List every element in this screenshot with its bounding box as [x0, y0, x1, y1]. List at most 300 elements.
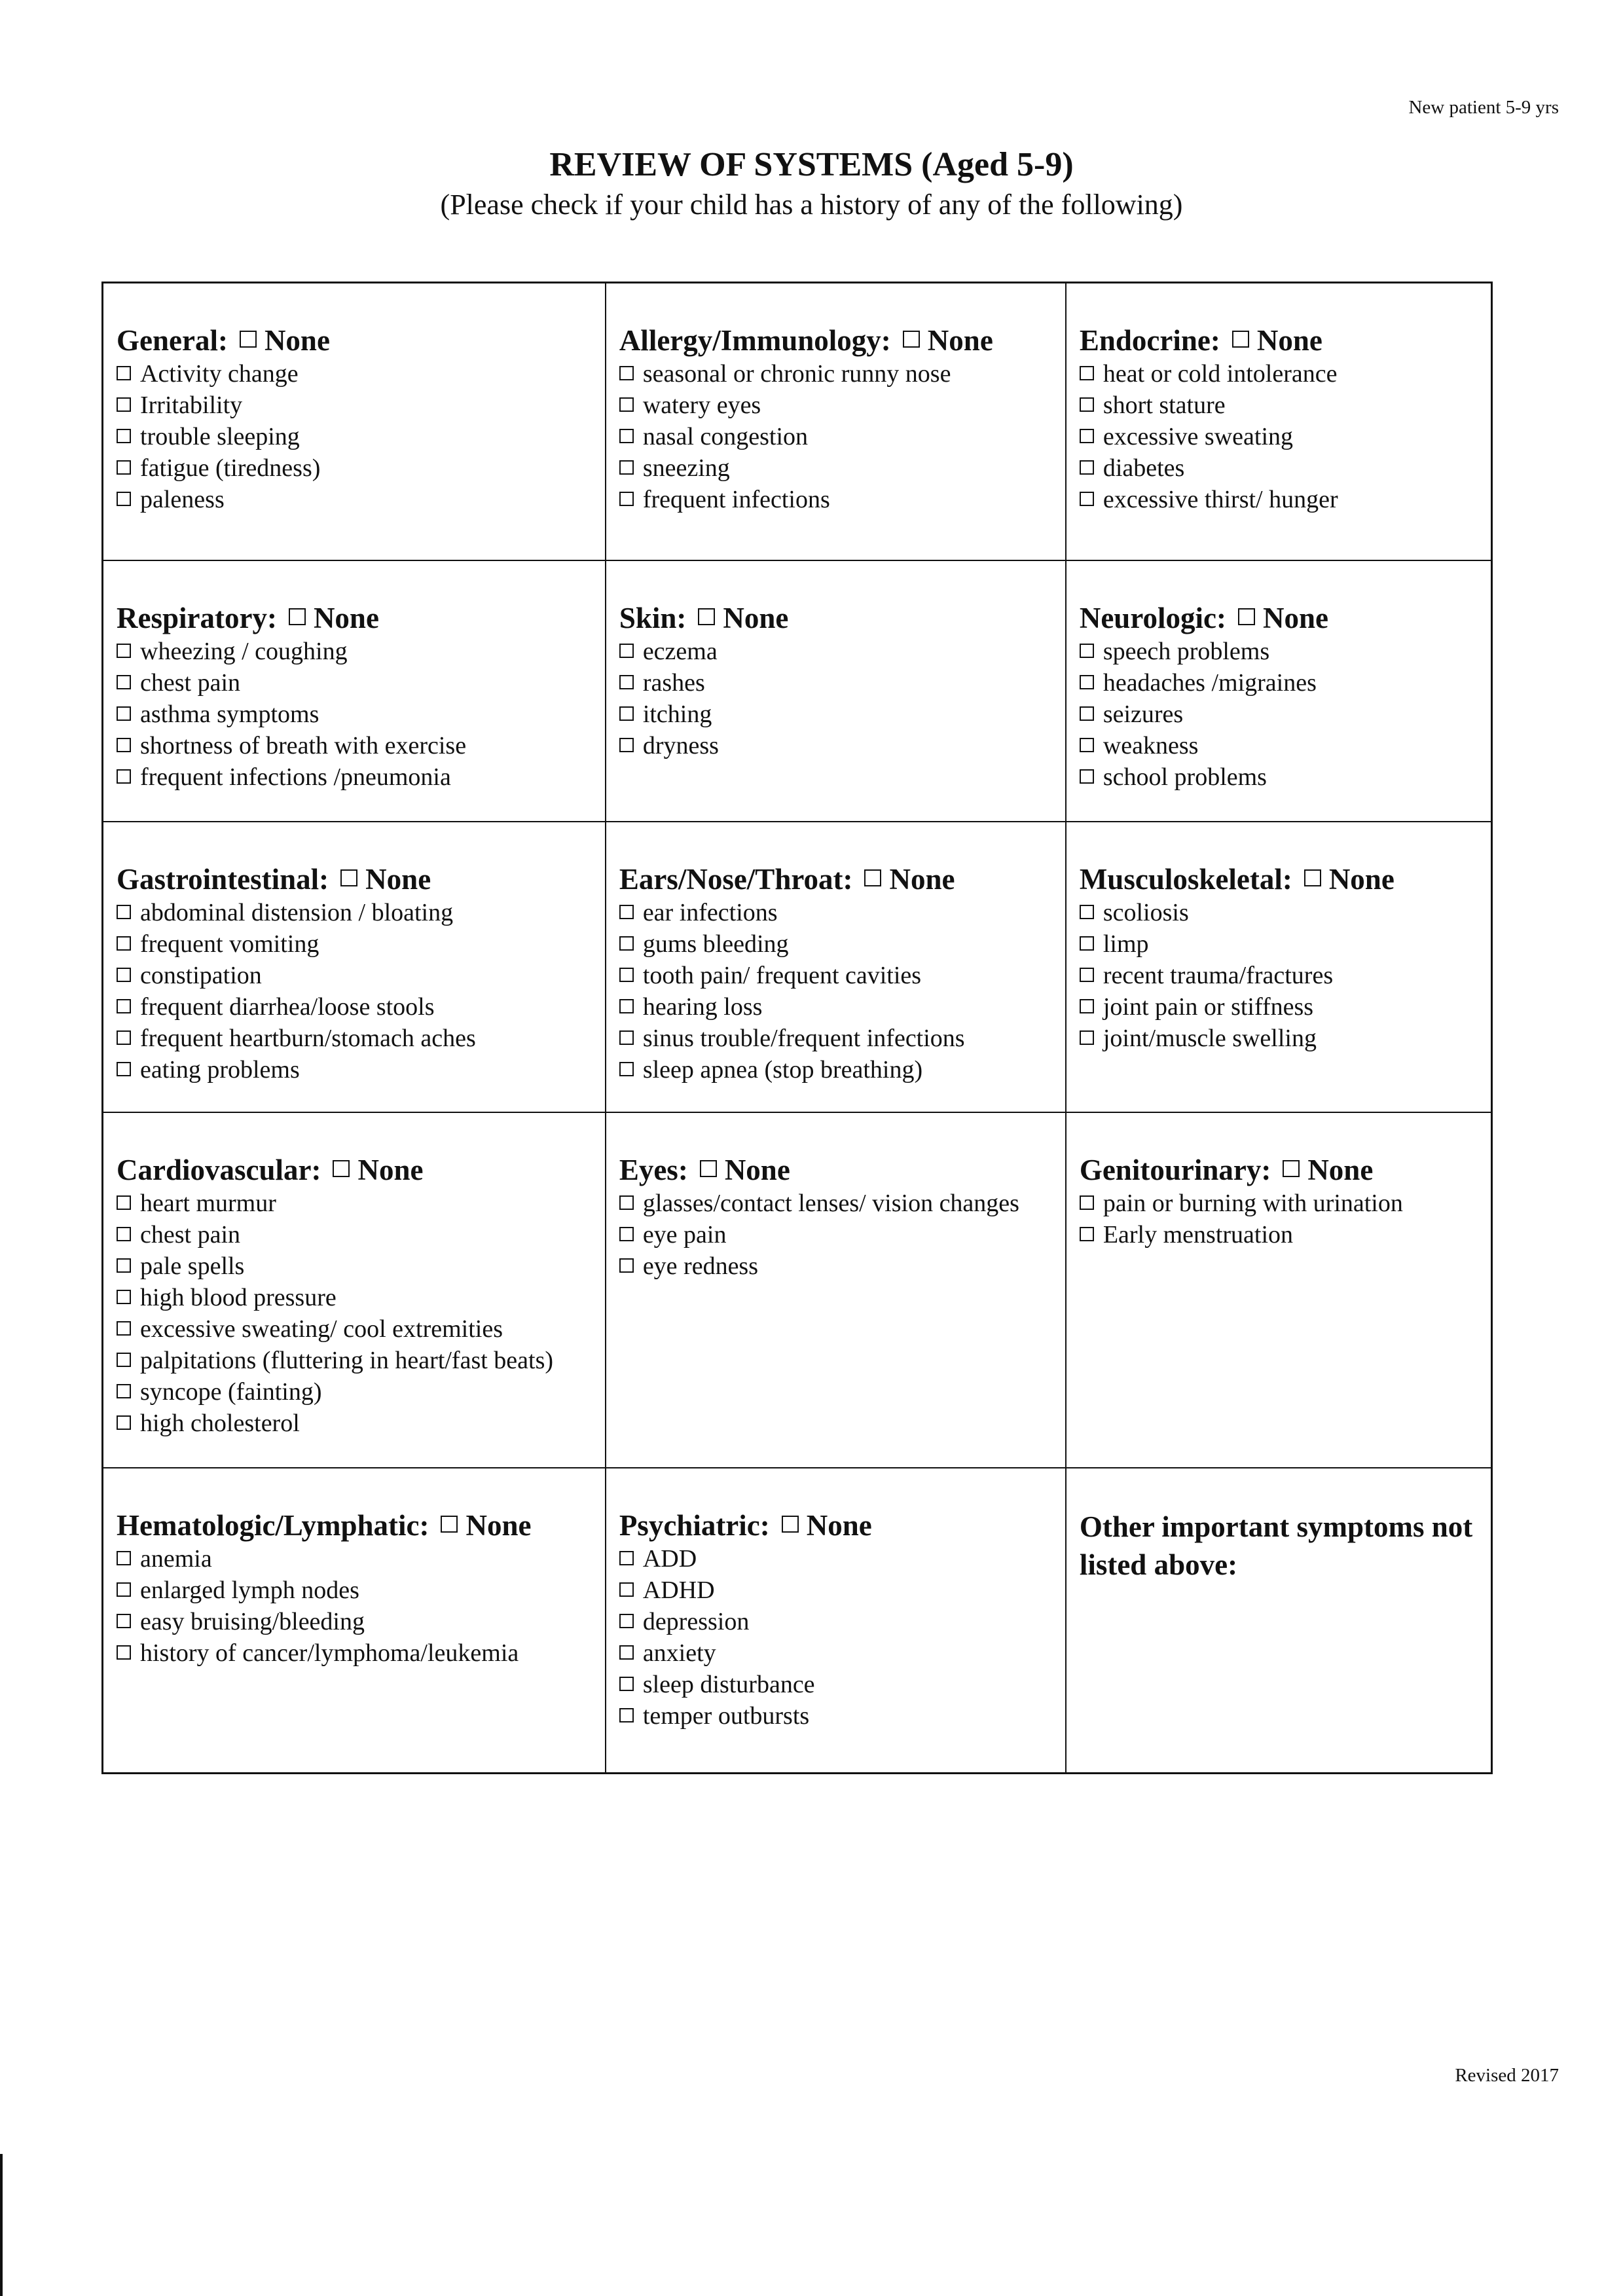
none-label: None [357, 1153, 424, 1186]
section-title: Gastrointestinal: [117, 862, 329, 896]
symptom-checkbox[interactable] [117, 738, 131, 752]
none-option[interactable] [700, 1154, 790, 1186]
symptom-checkbox[interactable] [117, 706, 131, 721]
symptom-checkbox[interactable] [117, 1614, 131, 1628]
symptom-list [619, 897, 1055, 1085]
symptom-label: eye pain [642, 1220, 727, 1248]
symptom-checkbox[interactable] [117, 1384, 131, 1398]
section-title: Genitourinary: [1079, 1153, 1271, 1186]
symptom-label: pain or burning with urination [1103, 1189, 1403, 1217]
symptom-checkbox[interactable] [619, 999, 634, 1013]
symptom-item[interactable] [117, 1575, 594, 1606]
symptom-item[interactable] [619, 928, 1055, 960]
symptom-item[interactable] [1080, 452, 1480, 484]
symptom-list [117, 1188, 594, 1439]
symptom-item[interactable] [619, 991, 1055, 1023]
symptom-checkbox[interactable] [619, 1677, 634, 1691]
symptom-label: palpitations (fluttering in heart/fast beats) [140, 1346, 554, 1374]
symptom-label: watery eyes [642, 392, 761, 419]
none-option[interactable] [1304, 863, 1395, 896]
symptom-item[interactable] [117, 452, 594, 484]
symptom-list [1080, 358, 1480, 515]
section-respiratory [103, 561, 606, 822]
symptom-item[interactable] [117, 897, 594, 928]
symptom-label: dryness [642, 731, 719, 759]
symptom-item[interactable] [619, 636, 1055, 667]
symptom-label: diabetes [1103, 454, 1185, 482]
section-heading [1080, 862, 1480, 897]
symptom-checkbox[interactable] [619, 1195, 634, 1210]
symptom-item[interactable] [1080, 730, 1480, 761]
symptom-label: frequent vomiting [140, 930, 319, 958]
symptom-checkbox[interactable] [1080, 366, 1094, 380]
symptom-checkbox[interactable] [117, 644, 131, 658]
symptom-label: speech problems [1103, 637, 1270, 665]
symptom-label: easy bruising/bleeding [140, 1608, 365, 1636]
symptom-label: short stature [1103, 392, 1226, 419]
symptom-label: joint/muscle swelling [1103, 1024, 1317, 1052]
symptom-list [1080, 636, 1480, 793]
symptom-checkbox[interactable] [619, 492, 634, 506]
symptom-item[interactable] [619, 484, 1055, 515]
section-title: Neurologic: [1079, 601, 1226, 634]
symptom-label: excessive thirst/ hunger [1103, 486, 1338, 513]
symptom-item[interactable] [619, 730, 1055, 761]
symptom-label: syncope (fainting) [140, 1377, 322, 1406]
symptom-item[interactable] [619, 1669, 1055, 1700]
none-option[interactable] [864, 863, 955, 896]
symptom-label: eczema [642, 637, 718, 665]
none-label: None [806, 1509, 872, 1542]
symptom-item[interactable] [117, 484, 594, 515]
symptom-item[interactable] [1080, 636, 1480, 667]
symptom-checkbox[interactable] [1080, 397, 1094, 412]
symptom-checkbox[interactable] [117, 999, 131, 1013]
section-title: Respiratory: [117, 601, 277, 634]
symptom-item[interactable] [1080, 761, 1480, 793]
symptom-checkbox[interactable] [619, 397, 634, 412]
section-neurologic [1067, 561, 1491, 822]
symptom-label: frequent infections /pneumonia [140, 763, 451, 791]
symptom-label: seizures [1103, 700, 1184, 728]
symptom-checkbox[interactable] [1080, 1195, 1094, 1210]
symptom-item[interactable] [619, 1637, 1055, 1669]
symptom-label: Activity change [140, 360, 299, 388]
symptom-label: ear infections [642, 898, 778, 926]
symptom-list [117, 897, 594, 1085]
section-ears-nose-throat [606, 822, 1067, 1113]
symptom-label: joint pain or stiffness [1103, 993, 1314, 1021]
symptom-checkbox[interactable] [619, 460, 634, 475]
symptom-label: depression [642, 1608, 750, 1636]
section-endocrine [1067, 283, 1491, 561]
none-option[interactable] [1232, 324, 1322, 357]
none-option[interactable] [1283, 1154, 1373, 1186]
symptom-checkbox[interactable] [619, 675, 634, 689]
symptom-item[interactable] [619, 699, 1055, 730]
symptom-item[interactable] [1080, 484, 1480, 515]
symptom-checkbox[interactable] [1080, 968, 1094, 982]
symptom-item[interactable] [1080, 991, 1480, 1023]
none-label: None [927, 324, 993, 357]
none-checkbox[interactable] [1232, 331, 1249, 348]
symptom-item[interactable] [117, 636, 594, 667]
symptom-label: eating problems [140, 1055, 300, 1084]
symptom-item[interactable] [117, 667, 594, 699]
symptom-checkbox[interactable] [117, 1321, 131, 1336]
symptom-list [619, 636, 1055, 761]
symptom-item[interactable] [619, 1188, 1055, 1219]
symptom-label: nasal congestion [642, 423, 809, 450]
symptom-checkbox[interactable] [619, 738, 634, 752]
symptom-label: gums bleeding [642, 930, 789, 958]
section-heading [619, 1152, 1055, 1188]
symptom-item[interactable] [117, 1637, 594, 1669]
symptom-label: seasonal or chronic runny nose [642, 360, 951, 388]
symptom-item[interactable] [117, 928, 594, 960]
symptom-label: temper outbursts [642, 1702, 810, 1730]
none-option[interactable] [240, 324, 330, 357]
none-checkbox[interactable] [240, 331, 257, 348]
symptom-label: high cholesterol [140, 1409, 300, 1437]
section-hematologic-lymphatic [103, 1468, 606, 1772]
symptom-label: recent trauma/fractures [1103, 961, 1334, 989]
none-option[interactable] [782, 1509, 872, 1542]
symptom-checkbox[interactable] [117, 1551, 131, 1565]
section-cardiovascular [103, 1113, 606, 1469]
none-checkbox[interactable] [340, 869, 357, 886]
symptom-item[interactable] [1080, 1023, 1480, 1054]
symptom-checkbox[interactable] [117, 1353, 131, 1367]
symptom-item[interactable] [117, 358, 594, 390]
section-heading [619, 862, 1055, 897]
symptom-item[interactable] [117, 1250, 594, 1282]
symptom-label: anemia [140, 1545, 212, 1573]
symptom-label: rashes [642, 668, 705, 697]
section-heading [1080, 323, 1480, 358]
symptom-checkbox[interactable] [619, 429, 634, 443]
section-title: General: [117, 324, 228, 357]
symptom-checkbox[interactable] [619, 644, 634, 658]
symptom-item[interactable] [619, 358, 1055, 390]
symptom-checkbox[interactable] [117, 397, 131, 412]
symptom-item[interactable] [619, 1700, 1055, 1732]
section-other [1067, 1468, 1491, 1772]
section-eyes [606, 1113, 1067, 1469]
symptom-label: constipation [140, 961, 262, 989]
symptom-label: wheezing / coughing [140, 637, 348, 665]
symptom-list [619, 1543, 1055, 1732]
none-checkbox[interactable] [1238, 608, 1255, 625]
symptom-item[interactable] [619, 1250, 1055, 1282]
none-checkbox[interactable] [333, 1160, 350, 1177]
revised-note: Revised 2017 [1455, 2065, 1559, 2086]
symptom-checkbox[interactable] [117, 1645, 131, 1660]
none-option[interactable] [903, 324, 993, 357]
symptom-checkbox[interactable] [117, 1258, 131, 1273]
section-title: Allergy/Immunology: [619, 324, 891, 357]
symptom-checkbox[interactable] [619, 936, 634, 951]
section-skin [606, 561, 1067, 822]
section-heading [1080, 600, 1480, 636]
symptom-item[interactable] [1080, 1219, 1480, 1250]
symptom-list [117, 636, 594, 793]
symptom-label: history of cancer/lymphoma/leukemia [140, 1639, 519, 1667]
symptom-checkbox[interactable] [117, 492, 131, 506]
symptom-checkbox[interactable] [619, 1708, 634, 1722]
symptom-checkbox[interactable] [117, 675, 131, 689]
symptom-item[interactable] [1080, 928, 1480, 960]
symptom-label: limp [1103, 930, 1149, 958]
symptom-label: fatigue (tiredness) [140, 454, 321, 482]
section-musculoskeletal [1067, 822, 1491, 1113]
symptom-item[interactable] [1080, 421, 1480, 452]
none-label: None [1328, 862, 1395, 896]
symptom-item[interactable] [117, 421, 594, 452]
none-checkbox[interactable] [441, 1516, 458, 1533]
symptom-item[interactable] [619, 1575, 1055, 1606]
symptom-list [619, 1188, 1055, 1282]
symptom-checkbox[interactable] [619, 1614, 634, 1628]
scan-edge-line [0, 2154, 3, 2296]
symptom-checkbox[interactable] [117, 1415, 131, 1430]
symptom-item[interactable] [619, 1023, 1055, 1054]
symptom-item[interactable] [1080, 667, 1480, 699]
symptom-label: eye redness [642, 1252, 759, 1280]
symptom-checkbox[interactable] [117, 769, 131, 784]
symptom-label: chest pain [140, 1220, 241, 1248]
symptom-checkbox[interactable] [117, 968, 131, 982]
symptom-label: tooth pain/ frequent cavities [642, 961, 922, 989]
symptom-item[interactable] [619, 1606, 1055, 1637]
symptom-checkbox[interactable] [619, 968, 634, 982]
symptom-checkbox[interactable] [619, 706, 634, 721]
section-heading [117, 862, 594, 897]
symptom-list [1080, 897, 1480, 1054]
symptom-list [619, 358, 1055, 515]
none-checkbox[interactable] [782, 1516, 799, 1533]
symptom-label: glasses/contact lenses/ vision changes [642, 1189, 1019, 1217]
symptom-checkbox[interactable] [1080, 1030, 1094, 1045]
none-checkbox[interactable] [698, 608, 715, 625]
symptom-item[interactable] [117, 991, 594, 1023]
symptom-checkbox[interactable] [1080, 492, 1094, 506]
form-subtitle: (Please check if your child has a history of any of the following) [440, 189, 1183, 221]
none-checkbox[interactable] [289, 608, 306, 625]
symptom-checkbox[interactable] [117, 1227, 131, 1241]
page-tag: New patient 5-9 yrs [1408, 97, 1559, 118]
symptom-item[interactable] [117, 960, 594, 991]
symptom-label: Early menstruation [1103, 1220, 1294, 1248]
section-psychiatric [606, 1468, 1067, 1772]
symptom-item[interactable] [117, 761, 594, 793]
none-option[interactable] [289, 602, 379, 634]
none-option[interactable] [340, 863, 431, 896]
symptom-checkbox[interactable] [619, 366, 634, 380]
none-option[interactable] [698, 602, 788, 634]
symptom-checkbox[interactable] [117, 1062, 131, 1076]
symptom-label: chest pain [140, 668, 241, 697]
symptom-label: sinus trouble/frequent infections [642, 1024, 965, 1052]
section-heading [1080, 1152, 1480, 1188]
symptom-list [117, 358, 594, 515]
symptom-item[interactable] [117, 1376, 594, 1408]
symptom-item[interactable] [1080, 960, 1480, 991]
symptom-item[interactable] [117, 1219, 594, 1250]
symptom-item[interactable] [619, 390, 1055, 421]
none-label: None [724, 1153, 790, 1186]
section-heading [619, 323, 1055, 358]
symptom-checkbox[interactable] [1080, 460, 1094, 475]
symptom-checkbox[interactable] [1080, 675, 1094, 689]
none-label: None [1262, 601, 1328, 634]
symptom-list [1080, 1188, 1480, 1250]
symptom-checkbox[interactable] [1080, 905, 1094, 919]
none-label: None [723, 601, 789, 634]
symptom-item[interactable] [1080, 699, 1480, 730]
symptom-label: pale spells [140, 1252, 245, 1280]
none-option[interactable] [333, 1154, 423, 1186]
symptom-label: excessive sweating [1103, 423, 1294, 450]
symptom-checkbox[interactable] [619, 905, 634, 919]
symptom-item[interactable] [1080, 358, 1480, 390]
section-title: Eyes: [619, 1153, 688, 1186]
symptom-label: heat or cold intolerance [1103, 360, 1338, 388]
symptom-item[interactable] [1080, 390, 1480, 421]
symptom-item[interactable] [619, 1543, 1055, 1575]
none-label: None [365, 862, 431, 896]
symptom-checkbox[interactable] [117, 905, 131, 919]
symptom-item[interactable] [117, 1606, 594, 1637]
symptom-label: shortness of breath with exercise [140, 731, 467, 759]
none-checkbox[interactable] [1304, 869, 1321, 886]
symptom-item[interactable] [117, 1543, 594, 1575]
none-option[interactable] [1238, 602, 1328, 634]
section-heading [117, 1152, 594, 1188]
symptom-checkbox[interactable] [1080, 936, 1094, 951]
symptom-checkbox[interactable] [117, 366, 131, 380]
symptom-checkbox[interactable] [1080, 738, 1094, 752]
symptom-label: scoliosis [1103, 898, 1189, 926]
section-heading [619, 600, 1055, 636]
none-label: None [1256, 324, 1322, 357]
symptom-item[interactable] [117, 1408, 594, 1439]
symptom-item[interactable] [117, 1282, 594, 1313]
symptom-item[interactable] [619, 421, 1055, 452]
symptom-list [117, 1543, 594, 1669]
symptom-item[interactable] [117, 730, 594, 761]
symptom-label: enlarged lymph nodes [140, 1576, 359, 1605]
form-title: REVIEW OF SYSTEMS (Aged 5-9) [549, 146, 1074, 183]
symptom-checkbox[interactable] [619, 1582, 634, 1597]
section-general [103, 283, 606, 561]
symptom-checkbox[interactable] [117, 1290, 131, 1304]
none-checkbox[interactable] [903, 331, 920, 348]
symptom-label: high blood pressure [140, 1283, 337, 1311]
symptom-checkbox[interactable] [619, 1030, 634, 1045]
symptom-label: hearing loss [642, 993, 763, 1021]
symptom-label: Irritability [140, 392, 243, 419]
symptom-checkbox[interactable] [117, 460, 131, 475]
section-title: Endocrine: [1079, 324, 1220, 357]
symptom-checkbox[interactable] [1080, 999, 1094, 1013]
none-checkbox[interactable] [1283, 1160, 1300, 1177]
symptom-item[interactable] [117, 1054, 594, 1085]
symptom-label: frequent diarrhea/loose stools [140, 993, 435, 1021]
symptom-checkbox[interactable] [1080, 706, 1094, 721]
symptom-label: sneezing [642, 454, 730, 482]
section-genitourinary [1067, 1113, 1491, 1469]
symptom-checkbox[interactable] [117, 1195, 131, 1210]
none-label: None [313, 601, 379, 634]
symptom-item[interactable] [117, 1345, 594, 1376]
symptom-item[interactable] [619, 1054, 1055, 1085]
symptom-label: anxiety [642, 1639, 716, 1667]
symptom-item[interactable] [1080, 1188, 1480, 1219]
none-checkbox[interactable] [864, 869, 881, 886]
symptom-item[interactable] [117, 699, 594, 730]
symptom-checkbox[interactable] [117, 1030, 131, 1045]
symptom-label: ADD [642, 1545, 697, 1573]
symptom-label: heart murmur [140, 1189, 276, 1217]
symptom-checkbox[interactable] [619, 1645, 634, 1660]
symptom-checkbox[interactable] [117, 936, 131, 951]
symptom-label: abdominal distension / bloating [140, 898, 454, 926]
symptom-item[interactable] [117, 1313, 594, 1345]
symptom-checkbox[interactable] [1080, 769, 1094, 784]
symptom-item[interactable] [1080, 897, 1480, 928]
none-option[interactable] [441, 1509, 531, 1542]
symptom-checkbox[interactable] [619, 1227, 634, 1241]
section-heading [619, 1508, 1055, 1543]
symptom-checkbox[interactable] [1080, 1227, 1094, 1241]
symptom-checkbox[interactable] [117, 1582, 131, 1597]
symptom-label: asthma symptoms [140, 700, 319, 728]
none-label: None [465, 1509, 532, 1542]
section-heading [117, 1508, 594, 1543]
none-label: None [264, 324, 330, 357]
symptom-label: ADHD [642, 1576, 715, 1605]
symptom-label: paleness [140, 486, 225, 513]
symptom-label: frequent infections [642, 486, 830, 513]
symptom-item[interactable] [619, 1219, 1055, 1250]
symptom-item[interactable] [619, 667, 1055, 699]
systems-grid [101, 282, 1493, 1774]
symptom-checkbox[interactable] [1080, 429, 1094, 443]
symptom-label: sleep disturbance [642, 1671, 815, 1699]
symptom-checkbox[interactable] [619, 1258, 634, 1273]
section-heading [117, 600, 594, 636]
none-checkbox[interactable] [700, 1160, 717, 1177]
symptom-checkbox[interactable] [619, 1062, 634, 1076]
symptom-checkbox[interactable] [619, 1551, 634, 1565]
symptom-label: itching [642, 700, 712, 728]
symptom-label: school problems [1103, 763, 1267, 791]
symptom-label: trouble sleeping [140, 423, 300, 450]
section-title: Cardiovascular: [117, 1153, 321, 1186]
symptom-item[interactable] [117, 1188, 594, 1219]
symptom-checkbox[interactable] [1080, 644, 1094, 658]
section-gastrointestinal [103, 822, 606, 1113]
symptom-item[interactable] [619, 960, 1055, 991]
symptom-item[interactable] [117, 390, 594, 421]
symptom-checkbox[interactable] [117, 429, 131, 443]
symptom-label: sleep apnea (stop breathing) [642, 1055, 923, 1084]
symptom-item[interactable] [619, 452, 1055, 484]
symptom-item[interactable] [619, 897, 1055, 928]
symptom-label: excessive sweating/ cool extremities [140, 1315, 503, 1343]
symptom-item[interactable] [117, 1023, 594, 1054]
